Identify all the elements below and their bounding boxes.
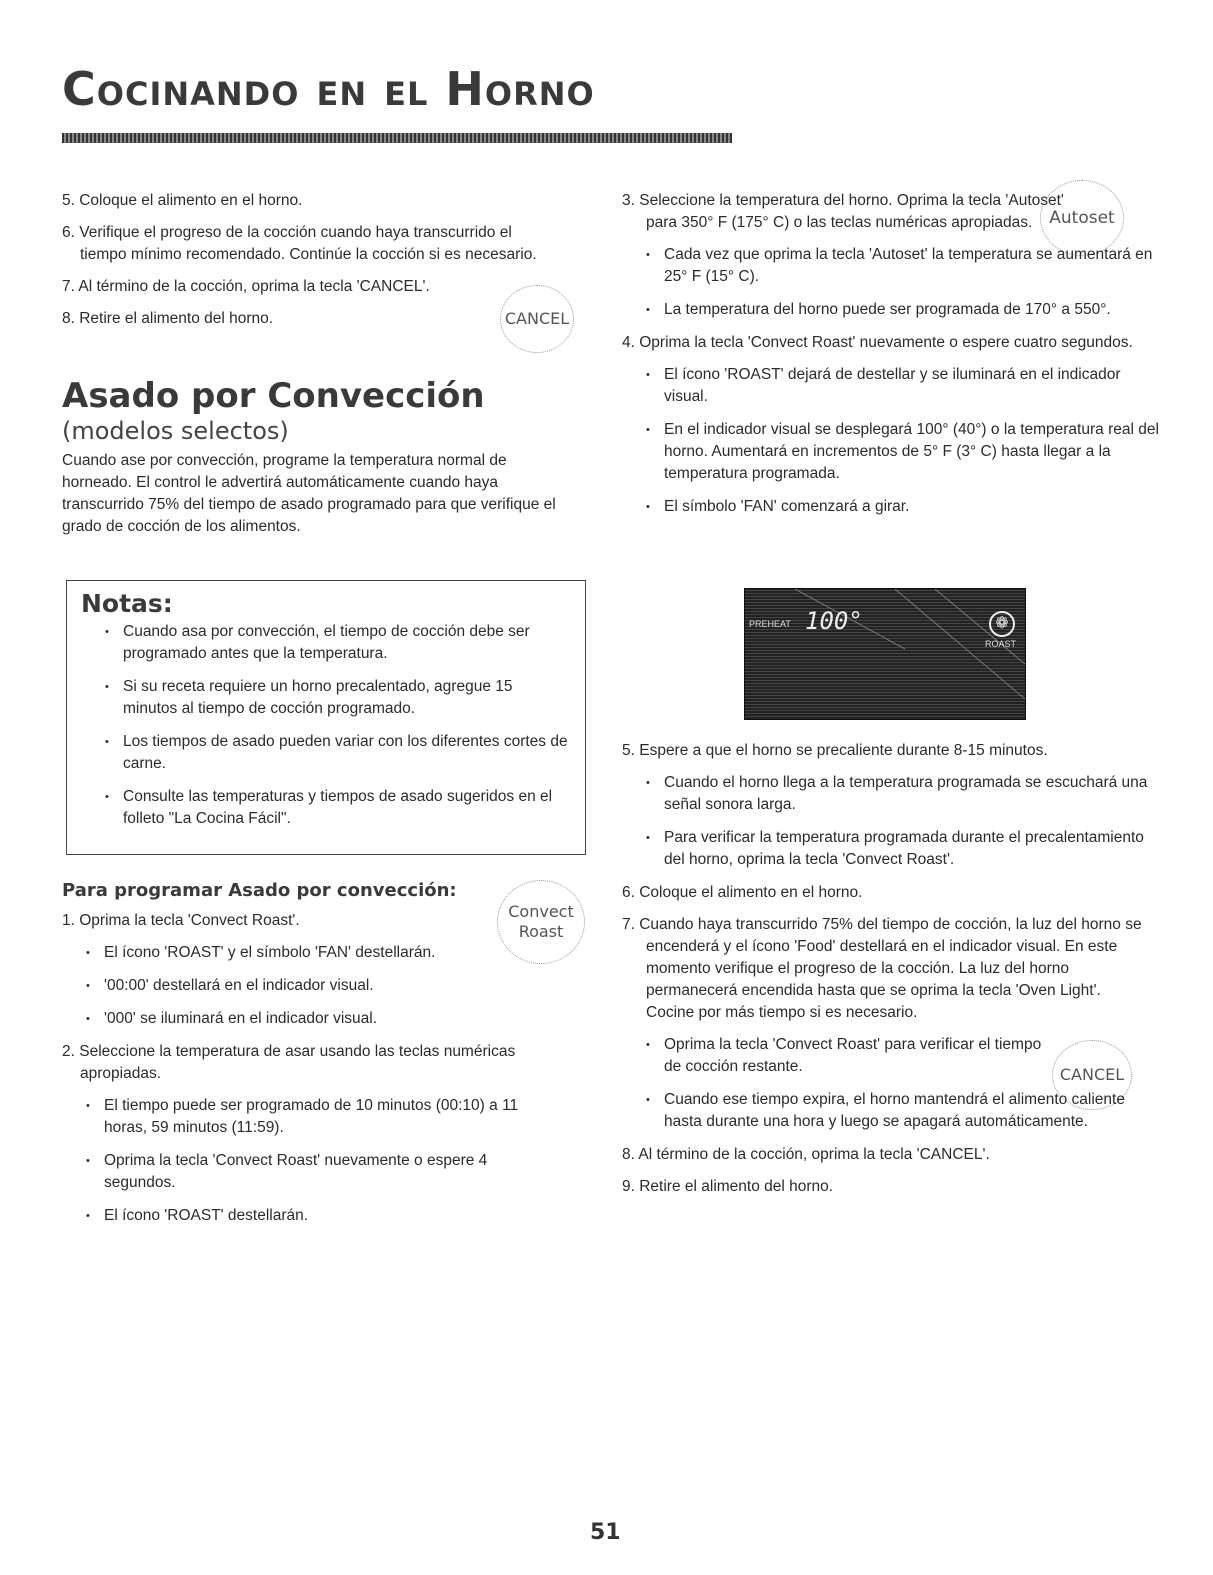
step7-bullet: • Cuando ese tiempo expira, el horno mantendrá el alimento caliente hasta durante una hora y luego se apagará automáticamente. xyxy=(622,1089,1162,1133)
header-rule xyxy=(62,133,732,143)
right-step-5: 5. Espere a que el horno se precaliente durante 8-15 minutos. xyxy=(622,742,1048,759)
notes-box xyxy=(66,580,586,855)
step2-bullet: • El ícono 'ROAST' destellarán. xyxy=(62,1205,532,1227)
right-step-4: 4. Oprima la tecla 'Convect Roast' nuevamente o espere cuatro segundos. xyxy=(622,334,1133,351)
display-temperature: 100° xyxy=(805,607,863,635)
right-step-6: 6. Coloque el alimento en el horno. xyxy=(622,884,863,901)
convect-roast-key-icon xyxy=(497,880,585,964)
step4-bullet: • El símbolo 'FAN' comenzará a girar. xyxy=(622,496,1162,518)
convect-key-line2: Roast xyxy=(518,922,564,941)
step2-bullet: • El tiempo puede ser programado de 10 minutos (00:10) a 11 horas, 59 minutos (11:59). xyxy=(62,1095,532,1139)
left-step-6: 6. Verifique el progreso de la cocción cuando haya transcurrido el tiempo mínimo recomendado. Continúe la cocción si es necesario. xyxy=(62,224,537,263)
left-column xyxy=(62,190,582,538)
page-title: Cocinando en el Horno xyxy=(62,62,595,116)
step3-bullet: • La temperatura del horno puede ser programada de 170° a 550°. xyxy=(622,299,1162,321)
step1-bullet: • El ícono 'ROAST' y el símbolo 'FAN' destellarán. xyxy=(62,942,532,964)
step5-bullet: • Para verificar la temperatura programada durante el precalentamiento del horno, oprima la tecla 'Convect Roast'. xyxy=(622,827,1162,871)
display-preheat-label: PREHEAT xyxy=(749,619,791,629)
note-item: • Si su receta requiere un horno precalentado, agregue 15 minutos al tiempo de cocción programado. xyxy=(81,676,571,720)
left-step-8: 8. Retire el alimento del horno. xyxy=(62,310,274,327)
display-roast-label: ROAST xyxy=(985,639,1017,649)
note-item: • Consulte las temperaturas y tiempos de asado sugeridos en el folleto "La Cocina Fácil". xyxy=(81,786,571,830)
autoset-key-label: Autoset xyxy=(1049,208,1115,228)
left-step-7: 7. Al término de la cocción, oprima la tecla 'CANCEL'. xyxy=(62,278,430,295)
section-title: Asado por Convección xyxy=(62,376,485,416)
cancel-key-label-2: CANCEL xyxy=(1059,1065,1125,1084)
step1-bullet: • '00:00' destellará en el indicador visual. xyxy=(62,975,532,997)
program-title: Para programar Asado por convección: xyxy=(62,880,457,901)
step4-bullet: • En el indicador visual se desplegará 100° (40°) o la temperatura real del horno. Aumentará en incrementos de 5° F (3° C) hasta llegar a la temperatura programada. xyxy=(622,419,1162,485)
step7-bullet: • Oprima la tecla 'Convect Roast' para verificar el tiempo de cocción restante. xyxy=(622,1034,1044,1078)
section-subtitle: (modelos selectos) xyxy=(62,417,289,445)
left-step-5: 5. Coloque el alimento en el horno. xyxy=(62,192,303,209)
notes-title: Notas: xyxy=(81,589,173,618)
step3-bullet: • Cada vez que oprima la tecla 'Autoset' la temperatura se aumentará en 25° F (15° C). xyxy=(622,244,1162,288)
program-section xyxy=(62,880,532,1238)
program-step-1: 1. Oprima la tecla 'Convect Roast'. xyxy=(62,912,300,929)
right-step-7: 7. Cuando haya transcurrido 75% del tiempo de cocción, la luz del horno se encenderá y el ícono 'Food' destellará en el indicador visual. En este momento verifique el progreso de la cocción. La luz del horno permanecerá encendida hasta que se oprima la tecla 'Oven Light'. Cocine por más tiempo si es necesario. xyxy=(622,916,1142,1021)
step4-bullet: • El ícono 'ROAST' dejará de destellar y se iluminará en el indicador visual. xyxy=(622,364,1162,408)
right-step-9: 9. Retire el alimento del horno. xyxy=(622,1178,834,1195)
right-column xyxy=(622,190,1162,529)
section-intro: Cuando ase por convección, programe la temperatura normal de horneado. El control le advertirá automáticamente cuando haya transcurrido 75% del tiempo de asado programado para que verifique el grado de cocción de los alimentos. xyxy=(62,452,556,535)
display-diagonals xyxy=(745,589,1025,719)
right-column-lower xyxy=(622,740,1162,1208)
step1-bullet: • '000' se iluminará en el indicador visual. xyxy=(62,1008,532,1030)
right-step-3: 3. Seleccione la temperatura del horno. Oprima la tecla 'Autoset' para 350° F (175° C) o las teclas numéricas apropiadas. xyxy=(622,192,1064,231)
cancel-key-icon xyxy=(500,285,574,353)
page-number: 51 xyxy=(590,1520,621,1545)
fan-icon: ❁ xyxy=(989,611,1015,637)
program-step-2: 2. Seleccione la temperatura de asar usando las teclas numéricas apropiadas. xyxy=(62,1043,516,1082)
oven-display-panel xyxy=(744,588,1026,720)
step5-bullet: • Cuando el horno llega a la temperatura programada se escuchará una señal sonora larga. xyxy=(622,772,1162,816)
right-step-8: 8. Al término de la cocción, oprima la tecla 'CANCEL'. xyxy=(622,1146,990,1163)
note-item: • Los tiempos de asado pueden variar con los diferentes cortes de carne. xyxy=(81,731,571,775)
note-item: • Cuando asa por convección, el tiempo de cocción debe ser programado antes que la temperatura. xyxy=(81,621,571,665)
cancel-key-label: CANCEL xyxy=(504,309,570,328)
step2-bullet: • Oprima la tecla 'Convect Roast' nuevamente o espere 4 segundos. xyxy=(62,1150,532,1194)
convect-key-line1: Convect xyxy=(508,902,574,921)
